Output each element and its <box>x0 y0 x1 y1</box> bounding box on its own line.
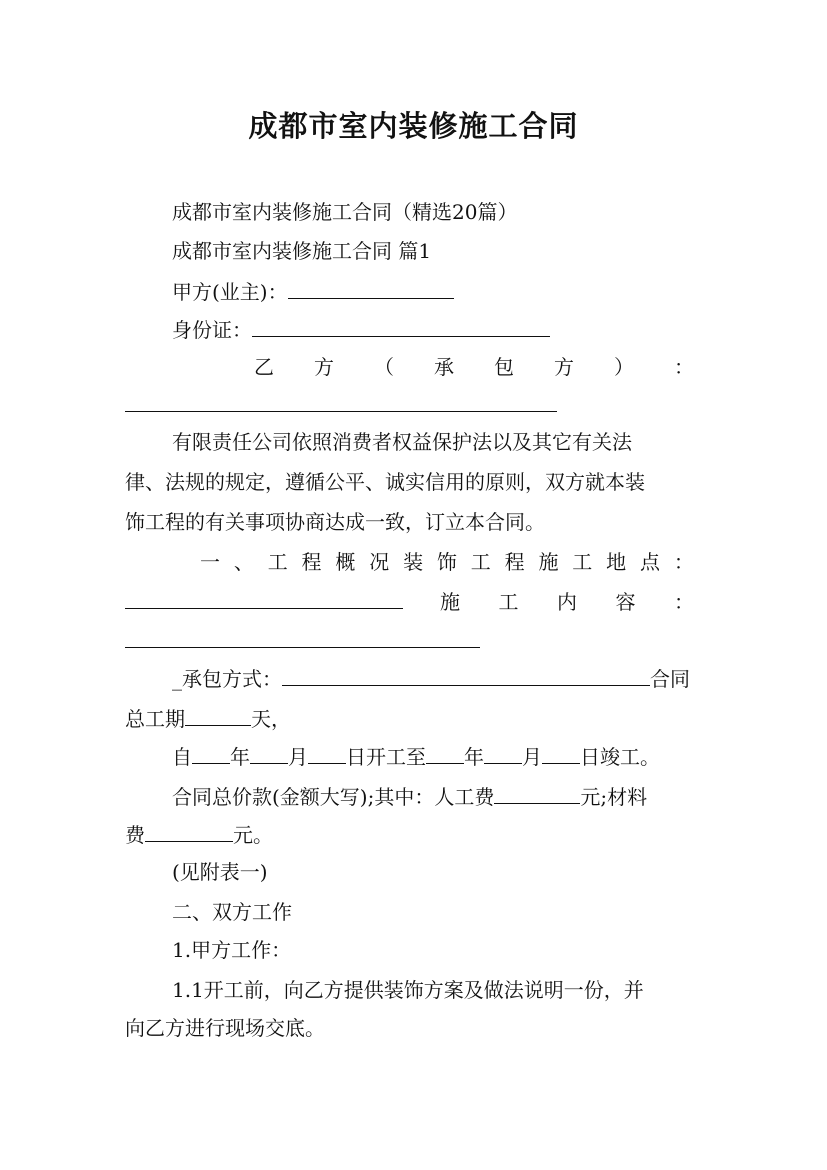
party-b-char: 承 <box>434 355 454 379</box>
section-1-line <box>200 547 694 577</box>
material-prefix: 费 <box>125 823 145 847</box>
party-b-char: 方 <box>554 355 574 379</box>
section-1-char: 程 <box>301 550 322 574</box>
price-line-1 <box>172 781 647 812</box>
party-b-char: 方 <box>314 355 334 379</box>
date-month-label: 月 <box>522 745 542 769</box>
section-1-char: 施 <box>538 550 559 574</box>
duration-suffix: 天， <box>251 707 291 731</box>
party-b-char: 包 <box>494 355 514 379</box>
section-1-char: 工 <box>572 550 593 574</box>
section-1-char: 地 <box>606 550 627 574</box>
party-b-char: （ <box>374 355 394 379</box>
price-line-2 <box>125 819 273 850</box>
subtitle: 成都市室内装修施工合同（精选20篇） <box>172 200 518 224</box>
document-title: 成都市室内装修施工合同 <box>248 109 579 143</box>
content-blank <box>125 647 480 648</box>
intro-line-1: 有限责任公司依照消费者权益保护法以及其它有关法 <box>172 430 632 454</box>
section-1-char: 装 <box>403 550 424 574</box>
section-1-char: 工 <box>470 550 491 574</box>
party-a-blank <box>288 276 454 299</box>
material-unit: 元。 <box>233 823 273 847</box>
party-a-work: 1.甲方工作： <box>172 938 292 962</box>
duration-prefix: 总工期 <box>125 707 185 731</box>
content-line <box>440 587 694 617</box>
date-month-label: 月 <box>288 745 308 769</box>
price-text: 合同总价款(金额大写);其中：人工费 <box>172 785 495 809</box>
price-unit: 元;材料 <box>580 785 648 809</box>
party-a-line <box>172 276 454 307</box>
id-line <box>172 314 550 345</box>
content-char: 容 <box>615 590 636 614</box>
contract-method-line <box>172 663 690 694</box>
see-attachment: (见附表一) <box>172 860 268 884</box>
item-1-1-line-2: 向乙方进行现场交底。 <box>125 1016 325 1040</box>
date-blank <box>426 741 464 764</box>
section-1-char: 、 <box>233 550 254 574</box>
content-char: 内 <box>557 590 577 614</box>
party-a-label: 甲方(业主)： <box>172 280 288 304</box>
date-blank <box>250 741 288 764</box>
id-blank <box>252 314 550 337</box>
duration-line <box>125 703 291 734</box>
party-b-blank <box>125 411 557 412</box>
site-address-blank <box>125 608 403 609</box>
date-year-label: 年 <box>230 745 250 769</box>
contract-method-label: _承包方式： <box>172 667 282 691</box>
date-end-label: 日竣工。 <box>580 745 660 769</box>
content-char: 施 <box>440 590 460 614</box>
party-b-char: ） <box>614 355 634 379</box>
date-blank <box>542 741 580 764</box>
id-label: 身份证： <box>172 318 252 342</box>
date-blank <box>484 741 522 764</box>
party-b-line <box>254 352 694 382</box>
contract-method-suffix: 合同 <box>650 667 690 691</box>
intro-line-2: 律、法规的规定，遵循公平、诚实信用的原则，双方就本装 <box>125 470 645 494</box>
party-b-char: ： <box>674 355 694 379</box>
party-b-char: 乙 <box>254 355 274 379</box>
duration-blank <box>185 703 251 726</box>
section-1-char: 概 <box>335 550 356 574</box>
date-start-label: 日开工至 <box>346 745 426 769</box>
date-blank <box>192 741 230 764</box>
section-heading: 成都市室内装修施工合同 篇1 <box>172 239 432 263</box>
section-1-char: 况 <box>369 550 390 574</box>
labor-cost-blank <box>494 781 580 804</box>
section-1-char: 饰 <box>436 550 457 574</box>
section-1-char: 工 <box>267 550 288 574</box>
date-year-label: 年 <box>464 745 484 769</box>
intro-line-3: 饰工程的有关事项协商达成一致，订立本合同。 <box>125 510 545 534</box>
material-cost-blank <box>145 819 233 842</box>
date-blank <box>308 741 346 764</box>
item-1-1-line-1: 1.1开工前，向乙方提供装饰方案及做法说明一份，并 <box>172 978 644 1002</box>
contract-method-blank <box>282 663 650 686</box>
content-char: 工 <box>498 590 519 614</box>
date-line <box>172 741 660 772</box>
section-1-char: ： <box>673 550 694 574</box>
section-1-char: 程 <box>504 550 525 574</box>
section-2-heading: 二、双方工作 <box>172 900 292 924</box>
section-1-char: 点 <box>639 550 660 574</box>
date-from: 自 <box>172 745 192 769</box>
section-1-char: 一 <box>200 550 220 574</box>
content-char: ： <box>674 590 694 614</box>
